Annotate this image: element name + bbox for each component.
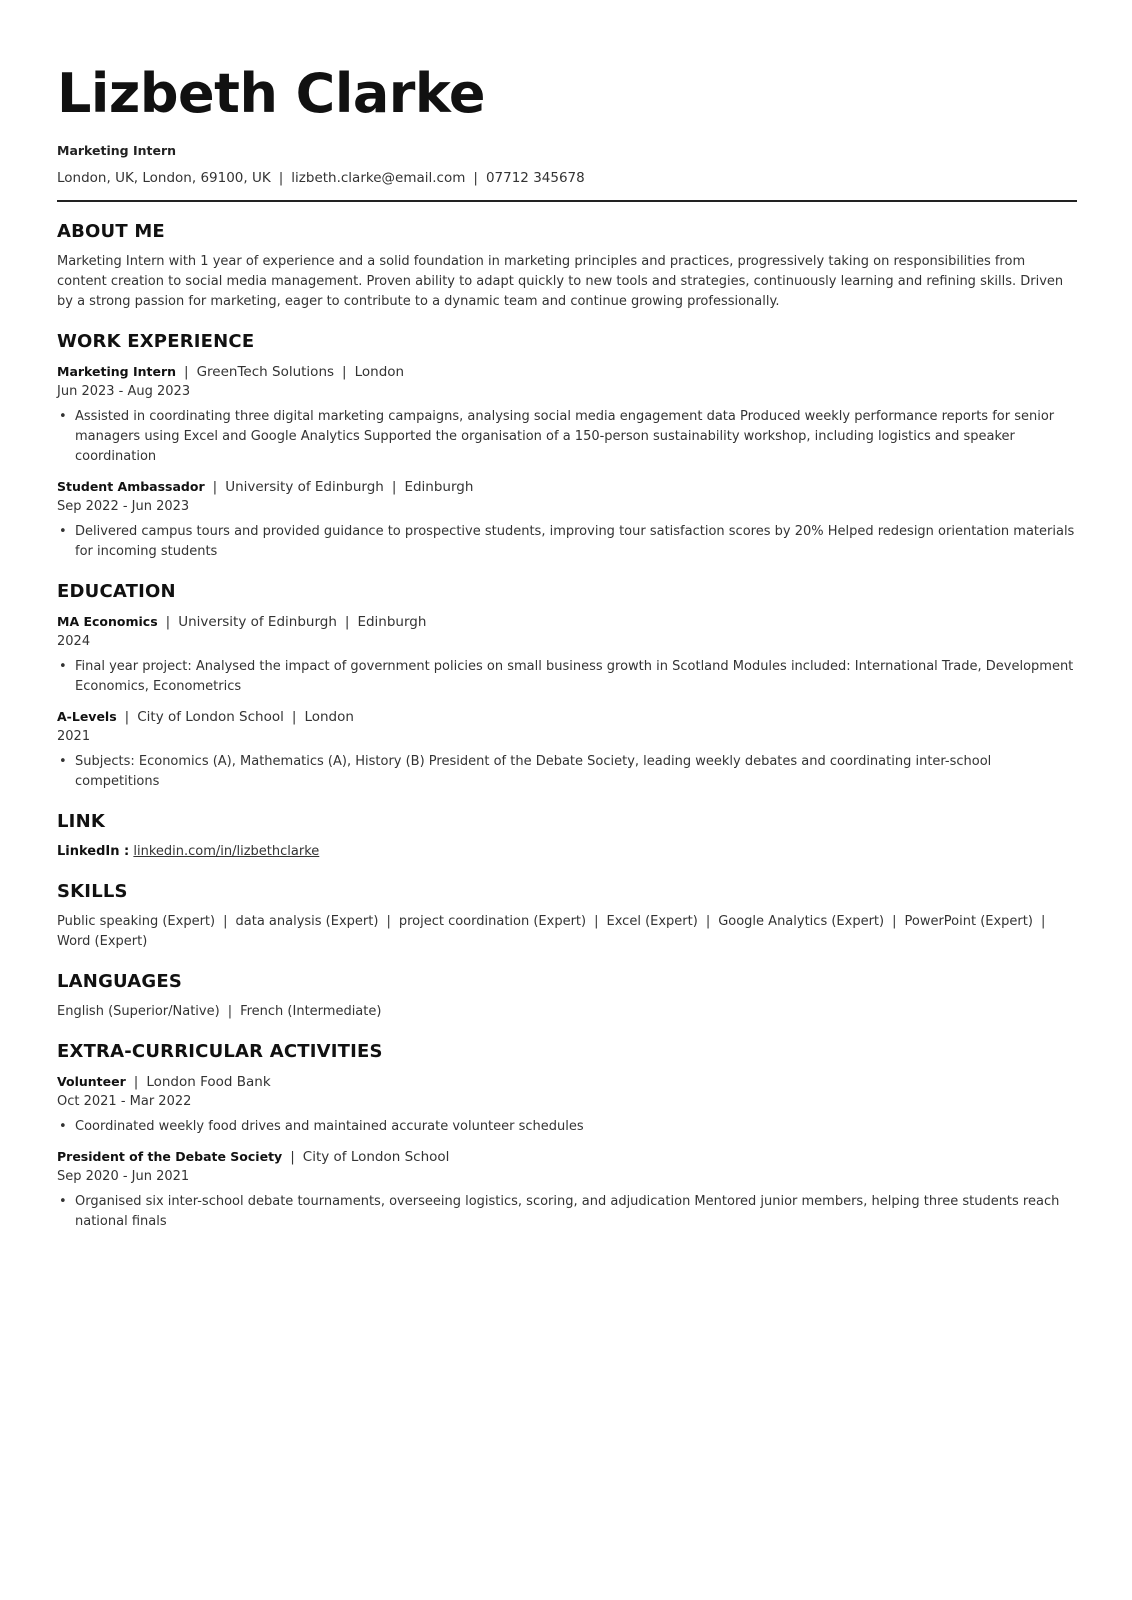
bullet-glyph: •	[59, 1194, 67, 1209]
entry-bullets	[57, 407, 1077, 467]
entry-role: MA Economics	[57, 614, 158, 629]
entry-org: University of Edinburgh	[225, 479, 384, 495]
entry-dates: Oct 2021 - Mar 2022	[57, 1094, 192, 1109]
entry-place: Edinburgh	[357, 614, 427, 630]
entry-separator: |	[344, 614, 350, 630]
entry-place: London	[304, 709, 354, 725]
entry-bullets	[57, 1192, 1077, 1232]
skills-list	[57, 912, 1077, 952]
skill-separator: |	[1040, 914, 1046, 929]
entry-org: City of London School	[302, 1149, 450, 1165]
skill-item: Word (Expert)	[57, 934, 148, 949]
entry-org: London Food Bank	[146, 1074, 271, 1090]
entry-heading	[57, 1072, 1077, 1092]
skill-separator: |	[386, 914, 391, 929]
bullet-glyph: •	[59, 1119, 67, 1134]
language-item: French (Intermediate)	[240, 1004, 382, 1019]
skill-separator: |	[594, 914, 599, 929]
entry-separator: |	[342, 364, 347, 380]
skill-separator: |	[223, 914, 228, 929]
job-title: Marketing Intern	[57, 143, 177, 158]
bullet-item	[57, 522, 1077, 562]
entry-role: Marketing Intern	[57, 364, 177, 379]
education-entry	[57, 707, 1077, 792]
activity-entry	[57, 1147, 1077, 1232]
language-separator: |	[227, 1004, 233, 1019]
activity-entry	[57, 1072, 1077, 1137]
section-title-work: WORK EXPERIENCE	[57, 331, 255, 352]
language-item: English (Superior/Native)	[57, 1004, 220, 1019]
entry-separator: |	[124, 709, 130, 725]
languages-list	[57, 1002, 1077, 1022]
skill-item: Google Analytics (Expert)	[718, 914, 885, 929]
entry-separator: |	[290, 1149, 295, 1165]
entry-org: GreenTech Solutions	[196, 364, 335, 380]
section-title-education: EDUCATION	[57, 581, 176, 602]
entry-bullets	[57, 522, 1077, 562]
bullet-item	[57, 407, 1077, 467]
work-entry	[57, 362, 1077, 467]
linkedin-row	[57, 842, 1077, 862]
skill-separator: |	[705, 914, 711, 929]
bullet-text: Coordinated weekly food drives and maintained accurate volunteer schedules	[75, 1119, 584, 1134]
contact-email[interactable]: lizbeth.clarke@email.com	[291, 170, 466, 186]
skill-item: project coordination (Expert)	[398, 914, 587, 929]
linkedin-link[interactable]: linkedin.com/in/lizbethclarke	[133, 844, 320, 859]
resume-page	[57, 58, 1077, 1232]
entry-separator: |	[212, 479, 218, 495]
bullet-text: Organised six inter-school debate tournaments, overseeing logistics, scoring, and adjudication Mentored junior members, helping three students reach national finals	[75, 1194, 1060, 1229]
section-title-link: LINK	[57, 811, 105, 832]
bullet-glyph: •	[59, 524, 67, 539]
candidate-name: Lizbeth Clarke	[57, 62, 485, 125]
contact-separator: |	[473, 170, 478, 186]
bullet-item	[57, 752, 1077, 792]
contact-separator: |	[278, 170, 284, 186]
bullet-item	[57, 657, 1077, 697]
contact-phone[interactable]: 07712 345678	[485, 170, 585, 186]
skill-item: PowerPoint (Expert)	[904, 914, 1033, 929]
skill-item: Public speaking (Expert)	[57, 914, 216, 929]
bullet-item	[57, 1117, 1077, 1137]
bullet-text: Final year project: Analysed the impact of government policies on small business growth in Scotland Modules included: International Trade, Development Economics, Econometrics	[75, 659, 1074, 694]
bullet-item	[57, 1192, 1077, 1232]
entry-separator: |	[165, 614, 171, 630]
about-text: Marketing Intern with 1 year of experience and a solid foundation in marketing principles and practices, progressively taking on responsibilities from content creation to social media management. Proven ability to adapt quickly to new tools and strategies, continuously learning and refining skills. Driven by a strong passion for marketing, eager to contribute to a dynamic team and continue growing professionally.	[57, 254, 1064, 309]
entry-dates: 2021	[57, 729, 91, 744]
header-divider	[57, 200, 1077, 202]
entry-separator: |	[291, 709, 297, 725]
entry-heading	[57, 477, 1077, 497]
entry-org: City of London School	[137, 709, 284, 725]
entry-place: Edinburgh	[404, 479, 474, 495]
bullet-glyph: •	[59, 754, 67, 769]
work-entry	[57, 477, 1077, 562]
entry-heading	[57, 612, 1077, 632]
contact-location: London, UK, London, 69100, UK	[57, 170, 271, 186]
bullet-text: Subjects: Economics (A), Mathematics (A), History (B) President of the Debate Society, leading weekly debates and coordinating inter-school competitions	[75, 754, 992, 789]
skill-item: data analysis (Expert)	[235, 914, 379, 929]
skill-item: Excel (Expert)	[606, 914, 698, 929]
entry-dates: Sep 2022 - Jun 2023	[57, 499, 190, 514]
bullet-glyph: •	[59, 409, 67, 424]
entry-heading	[57, 707, 1077, 727]
entry-heading	[57, 362, 1077, 382]
entry-separator: |	[391, 479, 397, 495]
entry-role: Volunteer	[57, 1074, 126, 1089]
entry-dates: Jun 2023 - Aug 2023	[57, 384, 191, 399]
entry-bullets	[57, 752, 1077, 792]
contact-line	[57, 168, 1077, 188]
bullet-glyph: •	[59, 659, 67, 674]
entry-separator: |	[133, 1074, 139, 1090]
entry-role: President of the Debate Society	[57, 1149, 283, 1164]
entry-dates: Sep 2020 - Jun 2021	[57, 1169, 190, 1184]
section-title-about: ABOUT ME	[57, 221, 165, 242]
entry-role: A-Levels	[57, 709, 117, 724]
entry-dates: 2024	[57, 634, 91, 649]
linkedin-label: LinkedIn :	[57, 844, 130, 859]
entry-place: London	[354, 364, 405, 380]
education-entry	[57, 612, 1077, 697]
entry-role: Student Ambassador	[57, 479, 205, 494]
bullet-text: Assisted in coordinating three digital marketing campaigns, analysing social media engagement data Produced weekly performance reports for senior managers using Excel and Google Analytics Supported the organisation of a 150-person sustainability workshop, including logistics and speaker coordination	[75, 409, 1055, 464]
entry-separator: |	[184, 364, 189, 380]
entry-bullets	[57, 1117, 1077, 1137]
section-title-extracurricular: EXTRA-CURRICULAR ACTIVITIES	[57, 1041, 383, 1062]
entry-bullets	[57, 657, 1077, 697]
entry-org: University of Edinburgh	[178, 614, 337, 630]
section-title-skills: SKILLS	[57, 881, 128, 902]
skill-separator: |	[892, 914, 897, 929]
section-title-languages: LANGUAGES	[57, 971, 183, 992]
entry-heading	[57, 1147, 1077, 1167]
bullet-text: Delivered campus tours and provided guidance to prospective students, improving tour satisfaction scores by 20% Helped redesign orientation materials for incoming students	[75, 524, 1075, 559]
